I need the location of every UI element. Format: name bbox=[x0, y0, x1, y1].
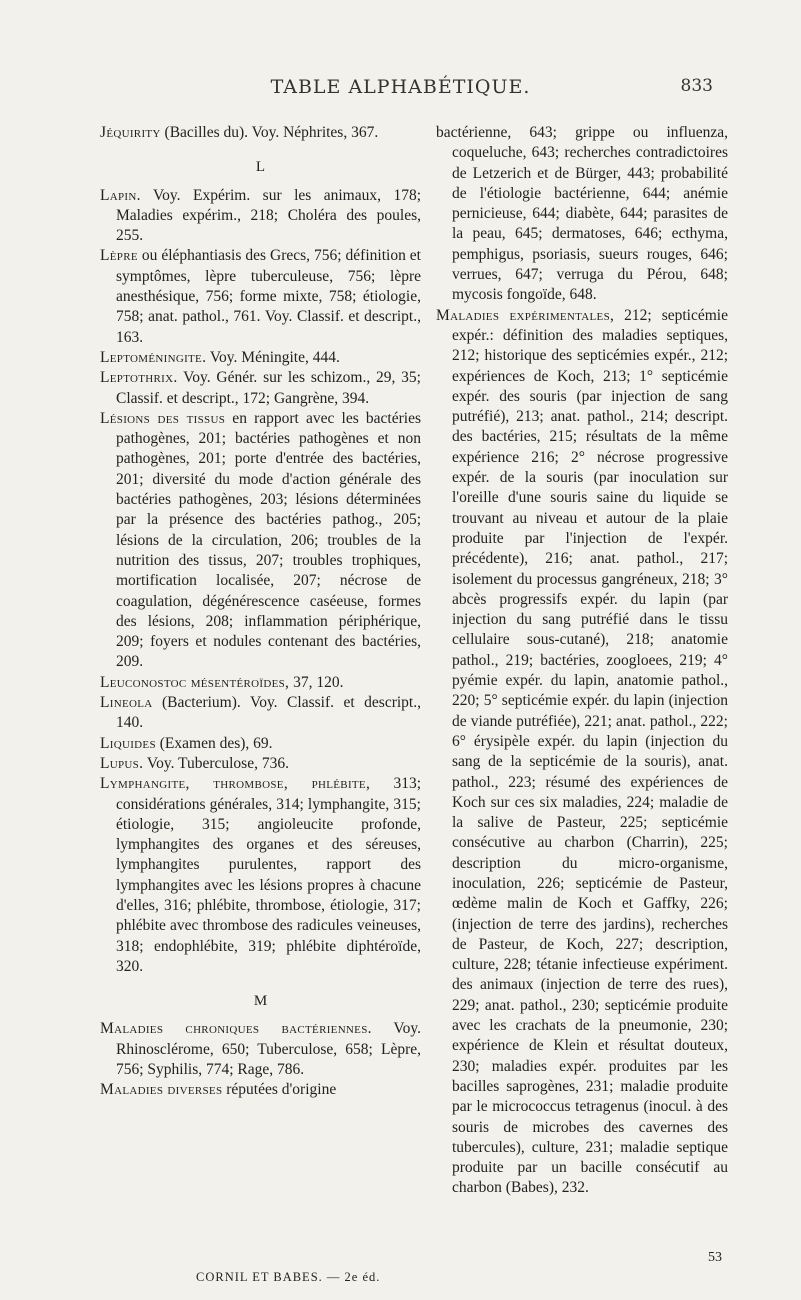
entry-text: Voy. Expérim. sur les animaux, 178; Maladies expérim., 218; Choléra des poules, 255. bbox=[116, 186, 421, 245]
entry-text: bactérienne, 643; grippe ou influenza, coqueluche, 643; recherches contradictoires de Letzerich et de Bürger, 443; probabilité de l'étiologie bactérienne, 644; anémie pernicieuse, 644; diabète, 644; parasites de la peau, 645; dermatoses, 646; ecthyma, pemphigus, psoriasis, sueurs rouges, 646; verrues, 647; verruga du Pérou, 648; mycosis fongoïde, 648. bbox=[436, 124, 728, 304]
entry-headword: Lapin. bbox=[100, 186, 141, 204]
entry-headword: Maladies diverses bbox=[100, 1081, 223, 1099]
left-column bbox=[100, 123, 421, 1263]
entry-jequirity bbox=[100, 123, 421, 143]
entry-lepre bbox=[100, 246, 421, 347]
running-head bbox=[0, 70, 801, 100]
entry-text: (Bacilles du). Voy. Néphrites, 367. bbox=[160, 124, 379, 141]
right-column bbox=[436, 123, 728, 1263]
entry-headword: Leuconostoc mésentéroïdes, bbox=[100, 673, 290, 691]
entry-headword: Lupus. bbox=[100, 754, 144, 772]
entry-headword: Lymphangite, thrombose, phlébite, bbox=[100, 775, 371, 793]
entry-leptomeningite bbox=[100, 348, 421, 368]
entry-text: en rapport avec les bactéries pathogènes, 201; bactéries pathogènes et non pathogènes, 201; porte d'entrée des bactéries, 201; diversité du mode d'action générale des bactéries pathogènes, 203; lésions déterminées par la présence des bactéries pathog., 205; lésions de la circulation, 206; troubles de la nutrition des tissus, 207; troubles trophiques, mortification localisée, 207; nécrose de coagulation, dégénérescence caséeuse, formes des lésions, 208; inflammation périphérique, 209; foyers et nodules contenant des bactéries, 209. bbox=[116, 409, 421, 671]
entry-text: 313; considérations générales, 314; lymphangite, 315; étiologie, 315; angioleucite profonde, lymphangites des organes et des séreuses, lymphangites purulentes, rapport des lymphangites avec les lésions propres à chacune d'elles, 316; phlébite, thrombose, étiologie, 317; phlébite avec thrombose des radicules veineuses, 318; endophlébite, 319; phlébite diphtéroïde, 320. bbox=[116, 775, 421, 975]
entry-lymphangite bbox=[100, 774, 421, 977]
footer-publisher: CORNIL ET BABES. — 2e éd. bbox=[196, 1270, 381, 1284]
entry-headword: Leptoméningite. bbox=[100, 348, 207, 366]
entry-maladies-experimentales bbox=[436, 306, 728, 1199]
entry-headword: Maladies chroniques bactériennes. bbox=[100, 1020, 372, 1038]
entry-headword: Jéquirity bbox=[100, 124, 161, 141]
entry-text: Voy. Méningite, 444. bbox=[206, 348, 340, 366]
entry-text: Voy. Tuberculose, 736. bbox=[143, 754, 289, 772]
entry-text: (Examen des), 69. bbox=[155, 734, 273, 752]
entry-headword: Lineola bbox=[100, 694, 153, 712]
entry-text: (Bacterium). Voy. Classif. et descript., 140. bbox=[116, 694, 421, 732]
entry-headword: Maladies expérimentales, bbox=[436, 306, 615, 324]
entry-lapin bbox=[100, 186, 421, 247]
entry-maladies-chroniques bbox=[100, 1019, 421, 1080]
entry-text: 37, 120. bbox=[289, 673, 344, 691]
entry-text: Voy. Rhinosclérome, 650; Tuberculose, 658; Lèpre, 756; Syphilis, 774; Rage, 786. bbox=[116, 1020, 421, 1079]
entry-lesions bbox=[100, 409, 421, 673]
running-title: TABLE ALPHABÉTIQUE. bbox=[270, 76, 531, 98]
entry-leptothrix bbox=[100, 368, 421, 409]
entry-maladies-diverses-cont bbox=[436, 123, 728, 306]
letter-m: M bbox=[253, 993, 268, 1010]
entry-liquides bbox=[100, 734, 421, 754]
entry-headword: Leptothrix. bbox=[100, 369, 178, 387]
letter-l: L bbox=[255, 159, 266, 176]
page-number: 833 bbox=[680, 76, 713, 96]
entry-headword: Liquides bbox=[100, 734, 156, 752]
signature-mark: 53 bbox=[708, 1250, 722, 1265]
entry-text: 212; septicémie expér.: définition des maladies septiques, 212; historique des septicémies expér., 212; expériences de Koch, 213; 1° septicémie expér. des souris (par injection de sang putréfié), 213; anat. pathol., 214; descript. des bactéries, 215; résultats de la même expérience 216; 2° nécrose progressive expér. de la souris (par inoculation sur l'oreille d'une souris saine du liquide se trouvant au niveau et autour de la plaie produite par l'injection de l'expér. précédente), 216; anat. pathol., 217; isolement du processus gangréneux, 218; 3° abcès progressifs expér. du lapin (par injection du sang putréfié dans le tissu cellulaire sous-cutané), 218; anatomie pathol., 219; bactéries, zoogloees, 219; 4° pyémie expér. du lapin, anatomie pathol., 220; 5° septicémie expér. du lapin (injection de viande putréfiée), 221; anat. pathol., 222; 6° érysipèle expér. du lapin (injection du sang de la septicémie de la souris), anat. pathol., 223; résumé des expériences de Koch sur ces six maladies, 224; maladie de la salive de Pasteur, 225; septicémie consécutive au charbon (Charrin), 225; description du micro-organisme, inoculation, 226; septicémie de Pasteur, œdème malin de Koch et Gaffky, 226; (injection de terre des jardins), recherches de Pasteur, de Koch, 227; description, culture, 228; tétanie infectieuse expériment. des animaux (injection de terre des rues), 229; anat. pathol., 230; septicémie produite avec les crachats de la pneumonie, 230; expérience de Klein et résultat douteux, 230; maladies expér. produites par les bacilles saprogènes, 231; maladie produite par le micrococcus tetragenus (inocul. à des souris de microbes des cavernes des tubercules), culture, 231; maladie septique produite par un bacille consécutif au charbon (Babes), 232. bbox=[452, 306, 728, 1197]
entry-headword: Lèpre bbox=[100, 247, 138, 265]
entry-leuconostoc bbox=[100, 673, 421, 693]
entry-text: Voy. Génér. sur les schizom., 29, 35; Classif. et descript., 172; Gangrène, 394. bbox=[116, 369, 421, 407]
entry-text: ou éléphantiasis des Grecs, 756; définition et symptômes, lèpre tuberculeuse, 756; lèpre anesthésique, 756; forme mixte, 758; étiologie, 758; anat. pathol., 761. Voy. Classif. et descript., 163. bbox=[116, 247, 421, 346]
entry-headword: Lésions des tissus bbox=[100, 409, 226, 427]
entry-lineola bbox=[100, 693, 421, 734]
entry-maladies-diverses bbox=[100, 1080, 421, 1100]
entry-lupus bbox=[100, 754, 421, 774]
entry-text: réputées d'origine bbox=[222, 1081, 337, 1099]
